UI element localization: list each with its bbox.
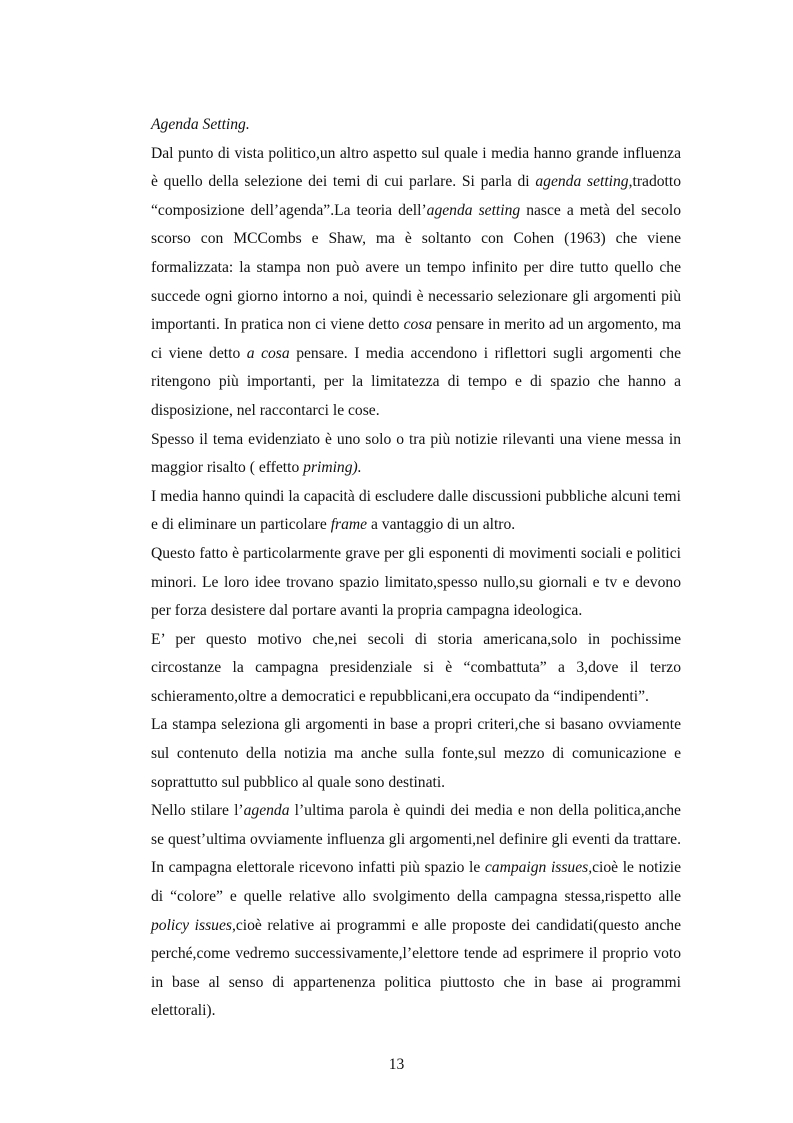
text-run: E’ per questo motivo che,nei secoli di storia americana,solo in pochissime circostanze la campagna presidenziale si è “combattuta” a 3,dove il terzo schieramento,oltre a democratici e repubblicani,era occupato da “indipendenti”. xyxy=(151,630,681,705)
italic-text-run: campaign issues, xyxy=(484,859,593,877)
body-paragraph xyxy=(151,797,681,1026)
page-number: 13 xyxy=(388,1056,405,1073)
text-run: ,cioè relative ai programmi e alle proposte dei candidati(questo anche perché,come vedremo successivamente,l’elettore tende ad esprimere il proprio voto in base al senso di appartenenza politica piuttosto che in base ai programmi elettorali). xyxy=(151,916,681,1020)
body-paragraph xyxy=(151,483,681,540)
body-paragraph xyxy=(151,540,681,626)
text-run: pensare. I media accendono i riflettori sugli argomenti che ritengono più importanti, per la limitatezza di tempo e di spazio che hanno a disposizione, nel raccontarci le cose. xyxy=(151,344,682,419)
italic-text-run: frame xyxy=(330,516,368,534)
text-run: nasce a metà del secolo scorso con MCCombs e Shaw, ma è soltanto con Cohen (1963) che viene formalizzata: la stampa non può avere un tempo infinito per dire tutto quello che succede ogni giorno intorno a noi, quindi è necessario selezionare gli argomenti più importanti. In pratica non ci viene detto xyxy=(151,201,681,334)
text-run: La stampa seleziona gli argomenti in base a propri criteri,che si basano ovviamente sul contenuto della notizia ma anche sulla fonte,sul mezzo di comunicazione e soprattutto sul pubblico al quale sono destinati. xyxy=(151,716,681,791)
text-run: cioè le notizie di “colore” e quelle relative allo svolgimento della campagna stessa,rispetto alle xyxy=(151,859,681,906)
italic-text-run: policy issues xyxy=(151,916,232,934)
text-run: a vantaggio di un altro. xyxy=(367,516,516,534)
text-run: Dal punto di vista politico,un altro aspetto sul quale i media hanno grande influenza è quello della selezione dei temi di cui parlare. Si parla di xyxy=(151,144,681,191)
text-run: Questo fatto è particolarmente grave per gli esponenti di movimenti sociali e politici minori. Le loro idee trovano spazio limitato,spesso nullo,su giornali e tv e devono per forza desistere dal portare avanti la propria campagna ideologica. xyxy=(151,544,681,620)
body-paragraph xyxy=(151,426,681,483)
italic-text-run: a cosa xyxy=(246,344,290,362)
text-run: Nello stilare l’ xyxy=(151,802,244,820)
paragraph-list xyxy=(151,140,681,1026)
italic-text-run: priming). xyxy=(303,459,362,477)
section-heading: Agenda Setting. xyxy=(151,116,250,133)
body-paragraph xyxy=(151,626,681,712)
italic-text-run: agenda setting xyxy=(535,173,629,191)
italic-text-run: agenda setting xyxy=(426,201,521,219)
body-paragraph xyxy=(151,711,681,797)
text-run: l’ultima parola è quindi dei media e non della politica,anche se quest’ultima ovviamente influenza gli argomenti,nel definire gli eventi da trattare. In campagna elettorale ricevono infatti più spazio le xyxy=(151,802,681,877)
italic-text-run: cosa xyxy=(403,316,433,334)
text-run: I media hanno quindi la capacità di escludere dalle discussioni pubbliche alcuni temi e di eliminare un particolare xyxy=(151,487,681,534)
document-body xyxy=(151,111,681,1026)
text-run: Spesso il tema evidenziato è uno solo o tra più notizie rilevanti una viene messa in maggior risalto ( effetto xyxy=(151,430,681,477)
italic-text-run: agenda xyxy=(243,802,290,820)
body-paragraph xyxy=(151,140,681,426)
text-run: pensare in merito ad un argomento, ma ci viene detto xyxy=(151,316,681,362)
text-run: ,tradotto “composizione dell’agenda”.La teoria dell’ xyxy=(151,173,681,219)
